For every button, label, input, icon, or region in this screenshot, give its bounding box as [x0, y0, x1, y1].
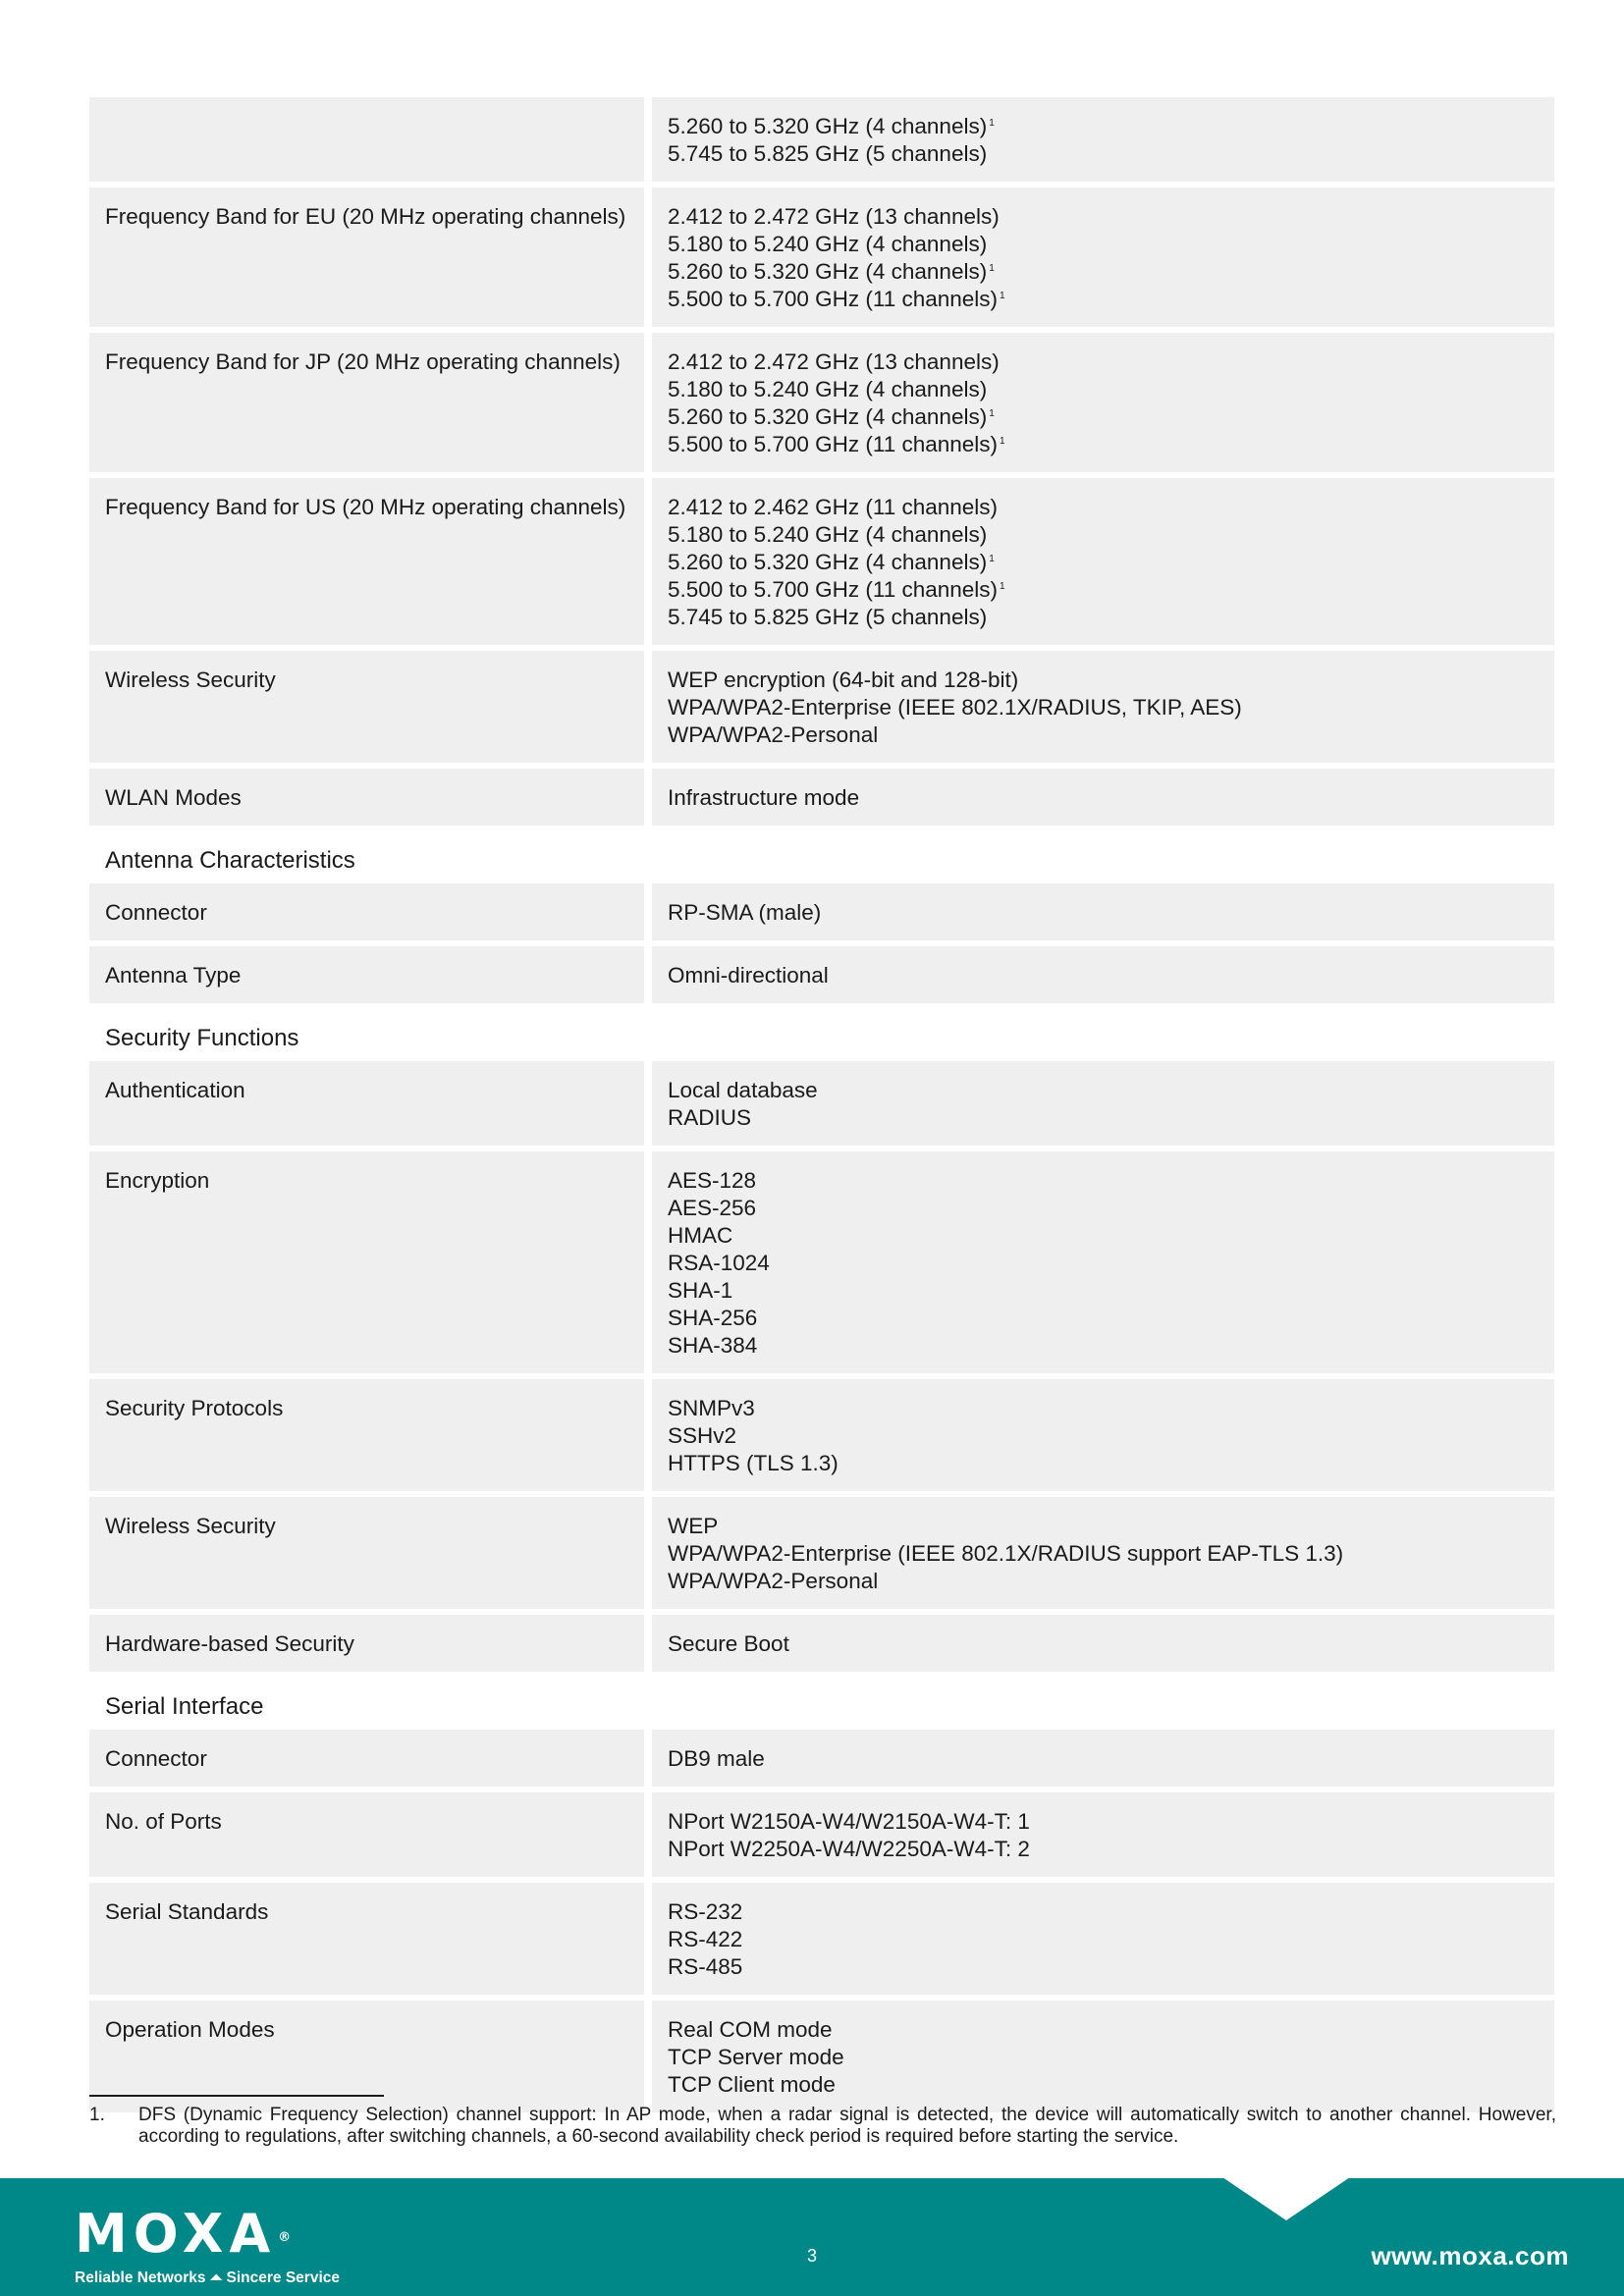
spec-label: Security Protocols — [89, 1379, 644, 1491]
spec-value-text: Secure Boot — [668, 1631, 789, 1656]
spec-value-text: 5.260 to 5.320 GHz (4 channels) — [668, 550, 988, 574]
spec-value-text: WPA/WPA2-Enterprise (IEEE 802.1X/RADIUS support EAP-TLS 1.3) — [668, 1541, 1344, 1566]
spec-value-line — [668, 549, 1541, 576]
logo-tagline: Reliable Networks ⏶ Sincere Service — [75, 2269, 341, 2286]
spec-value-line — [668, 1808, 1541, 1836]
spec-value-text: Real COM mode — [668, 2017, 833, 2042]
spec-value-text: 2.412 to 2.472 GHz (13 channels) — [668, 204, 1000, 229]
spec-value-line — [668, 962, 1541, 989]
spec-label: Encryption — [89, 1151, 644, 1373]
spec-value-text: 5.260 to 5.320 GHz (4 channels) — [668, 404, 988, 429]
spec-value-line — [668, 1568, 1541, 1595]
spec-group-wireless — [89, 97, 1554, 826]
spec-label — [89, 97, 644, 182]
spec-value-line — [668, 1305, 1541, 1332]
spec-value — [652, 2001, 1554, 2112]
spec-value — [652, 651, 1554, 763]
spec-value — [652, 1379, 1554, 1491]
spec-group-antenna — [89, 883, 1554, 1003]
spec-value-text: 5.500 to 5.700 GHz (11 channels) — [668, 287, 999, 311]
spec-value-text: NPort W2250A-W4/W2250A-W4-T: 2 — [668, 1837, 1030, 1861]
spec-value-text: 2.412 to 2.472 GHz (13 channels) — [668, 349, 1000, 374]
spec-value-text: SHA-384 — [668, 1333, 758, 1358]
spec-value-text: 5.745 to 5.825 GHz (5 channels) — [668, 141, 988, 166]
spec-value-line — [668, 431, 1541, 458]
spec-row-wlan-modes — [89, 769, 1554, 826]
spec-value-text: 5.260 to 5.320 GHz (4 channels) — [668, 259, 988, 284]
footnote — [89, 2105, 1556, 2148]
spec-value-text: 5.180 to 5.240 GHz (4 channels) — [668, 522, 988, 547]
spec-row-authentication — [89, 1061, 1554, 1146]
spec-value-line — [668, 1277, 1541, 1305]
spec-value — [652, 883, 1554, 940]
page-number: 3 — [806, 2246, 817, 2266]
spec-label: Authentication — [89, 1061, 644, 1146]
spec-value — [652, 1497, 1554, 1609]
spec-value-line — [668, 1630, 1541, 1658]
spec-row-wireless-security — [89, 1497, 1554, 1609]
section-heading-serial: Serial Interface — [105, 1693, 264, 1720]
spec-value-text: WPA/WPA2-Enterprise (IEEE 802.1X/RADIUS, TKIP, AES) — [668, 695, 1242, 720]
spec-value-text: RS-232 — [668, 1899, 743, 1924]
spec-label: No. of Ports — [89, 1792, 644, 1877]
spec-row-connector — [89, 883, 1554, 940]
spec-value — [652, 1151, 1554, 1373]
spec-value-text: Infrastructure mode — [668, 785, 860, 810]
spec-value-text: DB9 male — [668, 1746, 765, 1771]
spec-row-wireless-security — [89, 651, 1554, 763]
section-heading-antenna: Antenna Characteristics — [105, 847, 355, 874]
spec-group-security — [89, 1061, 1554, 1672]
spec-value — [652, 1615, 1554, 1672]
spec-value-text: AES-256 — [668, 1196, 757, 1220]
spec-value-line — [668, 899, 1541, 927]
spec-value-line — [668, 1926, 1541, 1953]
spec-value-line — [668, 258, 1541, 286]
spec-value — [652, 1792, 1554, 1877]
spec-value-text: AES-128 — [668, 1168, 757, 1193]
spec-row-encryption — [89, 1151, 1554, 1373]
spec-value-line — [668, 721, 1541, 749]
spec-row-connector — [89, 1730, 1554, 1787]
spec-value-line — [668, 2071, 1541, 2099]
footnote-marker: 1 — [989, 407, 995, 419]
spec-value-line — [668, 1167, 1541, 1195]
footnote-marker: 1 — [1000, 580, 1005, 592]
spec-value-line — [668, 1332, 1541, 1360]
spec-value-text: Omni-directional — [668, 963, 829, 988]
spec-row-frequency-band-for-eu-20-mhz-operating-channels — [89, 187, 1554, 327]
spec-value-text: 5.745 to 5.825 GHz (5 channels) — [668, 605, 988, 629]
spec-value-line — [668, 667, 1541, 694]
spec-value — [652, 187, 1554, 327]
spec-value — [652, 769, 1554, 826]
spec-value-line — [668, 203, 1541, 231]
spec-value-line — [668, 1953, 1541, 1981]
spec-value-line — [668, 576, 1541, 604]
spec-label: Connector — [89, 883, 644, 940]
spec-value-text: RADIUS — [668, 1105, 752, 1130]
page-footer — [0, 2178, 1624, 2296]
spec-value-line — [668, 1540, 1541, 1568]
spec-value — [652, 478, 1554, 645]
footnote-marker: 1 — [989, 262, 995, 274]
spec-row-no-of-ports — [89, 1792, 1554, 1877]
spec-row-serial-standards — [89, 1883, 1554, 1995]
spec-row-continued — [89, 97, 1554, 182]
footnote-marker: 1 — [989, 117, 995, 129]
spec-value-text: WPA/WPA2-Personal — [668, 1569, 879, 1593]
footer-notch-shape — [1222, 2177, 1350, 2220]
spec-label: Frequency Band for US (20 MHz operating channels) — [89, 478, 644, 645]
spec-value-text: 5.180 to 5.240 GHz (4 channels) — [668, 232, 988, 256]
spec-value-text: HTTPS (TLS 1.3) — [668, 1451, 839, 1475]
spec-value — [652, 97, 1554, 182]
spec-value — [652, 1061, 1554, 1146]
spec-value-line — [668, 140, 1541, 168]
spec-value-line — [668, 694, 1541, 721]
spec-value-line — [668, 2016, 1541, 2044]
spec-value-line — [668, 348, 1541, 376]
spec-value-line — [668, 1836, 1541, 1863]
spec-value-text: RS-422 — [668, 1927, 743, 1951]
spec-value — [652, 1883, 1554, 1995]
footnote-divider — [89, 2095, 384, 2097]
spec-value-line — [668, 1104, 1541, 1132]
spec-value-text: RP-SMA (male) — [668, 900, 822, 925]
spec-value-line — [668, 231, 1541, 258]
spec-value-text: 5.500 to 5.700 GHz (11 channels) — [668, 432, 999, 456]
spec-value-line — [668, 1513, 1541, 1540]
spec-row-security-protocols — [89, 1379, 1554, 1491]
spec-value-text: 5.260 to 5.320 GHz (4 channels) — [668, 114, 988, 138]
spec-value-line — [668, 1222, 1541, 1250]
spec-value-text: SNMPv3 — [668, 1396, 755, 1420]
spec-value-text: 5.180 to 5.240 GHz (4 channels) — [668, 377, 988, 401]
spec-value — [652, 333, 1554, 472]
spec-value-line — [668, 1745, 1541, 1773]
spec-label: Operation Modes — [89, 2001, 644, 2112]
spec-row-hardware-based-security — [89, 1615, 1554, 1672]
footnote-number: 1. — [89, 2105, 105, 2125]
spec-label: Antenna Type — [89, 946, 644, 1003]
spec-value-line — [668, 494, 1541, 521]
spec-label: Frequency Band for EU (20 MHz operating channels) — [89, 187, 644, 327]
spec-value-text: WEP — [668, 1514, 719, 1538]
footnote-marker: 1 — [1000, 435, 1005, 447]
spec-label: Wireless Security — [89, 651, 644, 763]
spec-label: Connector — [89, 1730, 644, 1787]
spec-value-text: WPA/WPA2-Personal — [668, 722, 879, 747]
spec-value-line — [668, 376, 1541, 403]
spec-value-text: TCP Server mode — [668, 2045, 844, 2069]
spec-value-text: Local database — [668, 1078, 818, 1102]
spec-value-text: RS-485 — [668, 1954, 743, 1979]
spec-value-line — [668, 1898, 1541, 1926]
spec-content — [89, 97, 1554, 2118]
spec-label: Frequency Band for JP (20 MHz operating channels) — [89, 333, 644, 472]
spec-label: Wireless Security — [89, 1497, 644, 1609]
spec-value-text: NPort W2150A-W4/W2150A-W4-T: 1 — [668, 1809, 1030, 1834]
section-heading-security: Security Functions — [105, 1025, 299, 1051]
spec-value-line — [668, 1395, 1541, 1422]
spec-value — [652, 1730, 1554, 1787]
spec-row-frequency-band-for-us-20-mhz-operating-channels — [89, 478, 1554, 645]
spec-row-frequency-band-for-jp-20-mhz-operating-channels — [89, 333, 1554, 472]
spec-group-serial — [89, 1730, 1554, 2112]
spec-row-antenna-type — [89, 946, 1554, 1003]
spec-value-line — [668, 784, 1541, 812]
footnote-marker: 1 — [989, 553, 995, 564]
spec-value-text: HMAC — [668, 1223, 733, 1248]
spec-value-line — [668, 286, 1541, 313]
footnote-marker: 1 — [1000, 290, 1005, 301]
spec-value-text: RSA-1024 — [668, 1251, 770, 1275]
spec-value-text: WEP encryption (64-bit and 128-bit) — [668, 667, 1019, 692]
spec-value-line — [668, 403, 1541, 431]
spec-value-line — [668, 1195, 1541, 1222]
spec-label: Hardware-based Security — [89, 1615, 644, 1672]
spec-value-line — [668, 1077, 1541, 1104]
spec-label: Serial Standards — [89, 1883, 644, 1995]
spec-value-line — [668, 113, 1541, 140]
spec-value-line — [668, 1450, 1541, 1477]
footnote-text: DFS (Dynamic Frequency Selection) channel support: In AP mode, when a radar signal is detected, the device will automatically switch to another channel. However, according to regulations, after switching channels, a 60-second availability check period is required before starting the service. — [138, 2105, 1556, 2147]
registered-mark: ® — [278, 2230, 292, 2245]
spec-value-line — [668, 1422, 1541, 1450]
website-link[interactable]: www.moxa.com — [1371, 2241, 1569, 2270]
spec-value — [652, 946, 1554, 1003]
spec-value-text: TCP Client mode — [668, 2072, 836, 2097]
spec-value-text: 5.500 to 5.700 GHz (11 channels) — [668, 577, 999, 602]
spec-value-line — [668, 604, 1541, 631]
spec-value-line — [668, 521, 1541, 549]
spec-label: WLAN Modes — [89, 769, 644, 826]
spec-value-text: SHA-256 — [668, 1306, 758, 1330]
spec-value-text: SSHv2 — [668, 1423, 737, 1448]
spec-value-line — [668, 1250, 1541, 1277]
spec-value-text: 2.412 to 2.462 GHz (11 channels) — [668, 495, 999, 519]
logo-text: MOXA — [75, 2203, 277, 2265]
spec-value-text: SHA-1 — [668, 1278, 733, 1303]
spec-value-line — [668, 2044, 1541, 2071]
